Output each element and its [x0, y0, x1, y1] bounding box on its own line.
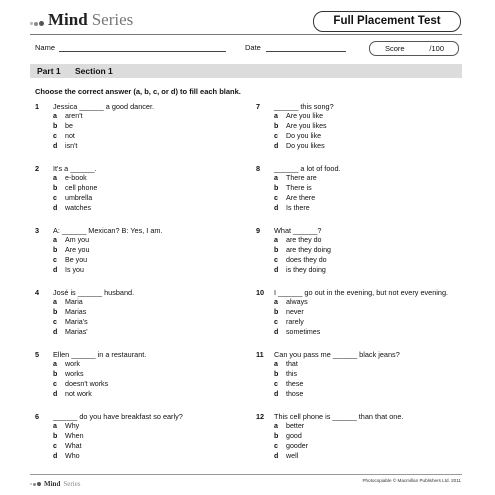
question-9	[256, 225, 466, 276]
option-text: watches	[65, 203, 92, 212]
brand-logo	[30, 10, 133, 30]
question-text: A: ______ Mexican? B: Yes, I am.	[53, 226, 163, 235]
option-letter: b	[53, 121, 58, 130]
question-number: 7	[256, 102, 261, 111]
question-stem	[35, 349, 245, 360]
question-number: 1	[35, 102, 40, 111]
option-letter: a	[53, 112, 57, 120]
option-letter: b	[274, 431, 279, 440]
option-letter: b	[53, 307, 58, 316]
question-number: 12	[256, 412, 265, 421]
option-text: gooder	[286, 441, 309, 450]
option-letter: d	[53, 389, 58, 398]
answer-option-b[interactable]	[35, 246, 245, 256]
answer-option-a[interactable]	[256, 422, 466, 432]
option-letter: a	[274, 112, 278, 120]
answer-option-d[interactable]	[256, 452, 466, 462]
option-text: Are you likes	[286, 121, 327, 130]
option-letter: c	[274, 379, 278, 388]
footer-dot-icon	[37, 482, 41, 486]
brand-mind: Mind	[48, 10, 88, 29]
name-label: Name	[35, 43, 56, 52]
question-stem	[35, 225, 245, 236]
option-text: Do you likes	[286, 141, 325, 150]
option-text: isn't	[65, 141, 78, 150]
answer-option-d[interactable]	[256, 328, 466, 338]
option-text: does they do	[286, 255, 327, 264]
question-11	[256, 349, 466, 400]
answer-option-a[interactable]	[35, 360, 245, 370]
option-text: Do you like	[286, 131, 322, 140]
option-letter: b	[53, 245, 58, 254]
answer-option-a[interactable]	[35, 112, 245, 122]
option-text: always	[286, 298, 308, 306]
option-text: e-book	[65, 174, 87, 182]
test-title: Full Placement Test	[313, 11, 461, 32]
option-letter: c	[53, 255, 57, 264]
answer-option-b[interactable]	[35, 308, 245, 318]
answer-option-c[interactable]	[256, 380, 466, 390]
answer-option-b[interactable]	[256, 184, 466, 194]
option-text: Marias	[65, 307, 87, 316]
copyright-notice: Photocopiable © Macmillan Publishers Ltd. 2011	[362, 478, 461, 483]
option-letter: c	[53, 441, 57, 450]
option-letter: b	[53, 183, 58, 192]
answer-option-c[interactable]	[35, 132, 245, 142]
option-letter: d	[274, 141, 279, 150]
option-text: Am you	[65, 236, 90, 244]
brand-dots-icon	[30, 21, 45, 26]
option-letter: d	[53, 265, 58, 274]
answer-option-d[interactable]	[256, 204, 466, 214]
option-text: be	[65, 121, 73, 130]
question-4	[35, 287, 245, 338]
answer-option-c[interactable]	[35, 194, 245, 204]
option-text: never	[286, 307, 304, 316]
option-text: is they doing	[286, 265, 326, 274]
question-text: José is ______ husband.	[53, 288, 135, 297]
answer-option-c[interactable]	[256, 256, 466, 266]
question-number: 11	[256, 350, 264, 359]
answer-option-a[interactable]	[256, 236, 466, 246]
answer-option-d[interactable]	[35, 204, 245, 214]
question-number: 9	[256, 226, 261, 235]
question-stem	[256, 225, 466, 236]
question-6	[35, 411, 245, 462]
answer-option-d[interactable]	[35, 390, 245, 400]
header-divider	[30, 34, 462, 35]
answer-option-a[interactable]	[256, 174, 466, 184]
option-letter: c	[53, 317, 57, 326]
option-text: Who	[65, 451, 80, 460]
option-text: There is	[286, 183, 312, 192]
option-letter: d	[53, 203, 58, 212]
option-text: this	[286, 369, 298, 378]
answer-option-b[interactable]	[256, 122, 466, 132]
question-number: 4	[35, 288, 40, 297]
footer-divider	[30, 474, 462, 475]
option-letter: b	[274, 307, 279, 316]
footer-brand-series: Series	[63, 480, 81, 488]
answer-option-c[interactable]	[256, 132, 466, 142]
question-number: 10	[256, 288, 265, 297]
section-label: Section 1	[75, 66, 113, 76]
brand-series: Series	[91, 10, 134, 29]
option-text: that	[286, 360, 298, 368]
option-letter: d	[274, 265, 279, 274]
question-stem	[256, 101, 466, 112]
answer-option-b[interactable]	[256, 308, 466, 318]
option-text: Are you like	[286, 112, 324, 120]
option-letter: a	[53, 236, 57, 244]
question-12	[256, 411, 466, 462]
date-field[interactable]	[266, 51, 346, 52]
option-letter: b	[53, 369, 58, 378]
answer-option-b[interactable]	[256, 432, 466, 442]
option-letter: c	[53, 379, 57, 388]
option-letter: d	[274, 327, 279, 336]
question-stem	[256, 411, 466, 422]
option-text: those	[286, 389, 304, 398]
part-label: Part 1	[37, 66, 61, 76]
question-stem	[256, 349, 466, 360]
answer-option-d[interactable]	[35, 266, 245, 276]
option-text: works	[65, 369, 84, 378]
option-text: well	[286, 451, 299, 460]
answer-option-c[interactable]	[256, 442, 466, 452]
option-text: Marias'	[65, 327, 88, 336]
option-letter: c	[53, 193, 57, 202]
question-text: Can you pass me ______ black jeans?	[274, 350, 400, 359]
option-letter: c	[274, 193, 278, 202]
answer-option-d[interactable]	[35, 142, 245, 152]
option-letter: a	[53, 360, 57, 368]
option-text: Maria's	[65, 317, 88, 326]
answer-option-b[interactable]	[35, 184, 245, 194]
option-text: sometimes	[286, 327, 321, 336]
answer-option-a[interactable]	[256, 298, 466, 308]
option-letter: d	[274, 203, 279, 212]
question-7	[256, 101, 466, 152]
option-text: cell phone	[65, 183, 98, 192]
option-text: There are	[286, 174, 317, 182]
option-letter: b	[274, 369, 279, 378]
option-text: When	[65, 431, 84, 440]
score-label: Score	[385, 44, 405, 53]
answer-option-d[interactable]	[256, 142, 466, 152]
question-text: It's a ______.	[53, 164, 97, 173]
option-text: Be you	[65, 255, 88, 264]
option-text: aren't	[65, 112, 83, 120]
option-letter: c	[274, 131, 278, 140]
question-text: This cell phone is ______ than that one.	[274, 412, 404, 421]
answer-option-a[interactable]	[35, 422, 245, 432]
option-letter: a	[53, 174, 57, 182]
question-text: ______ do you have breakfast so early?	[53, 412, 183, 421]
question-10	[256, 287, 466, 338]
name-field[interactable]	[59, 51, 226, 52]
question-stem	[35, 101, 245, 112]
question-text: Jessica ______ a good dancer.	[53, 102, 155, 111]
answer-option-d[interactable]	[35, 452, 245, 462]
question-text: I ______ go out in the evening, but not every evening.	[274, 288, 449, 297]
section-header	[30, 64, 462, 78]
option-letter: a	[274, 360, 278, 368]
option-letter: b	[274, 245, 279, 254]
question-5	[35, 349, 245, 400]
option-text: not work	[65, 389, 92, 398]
option-text: work	[65, 360, 80, 368]
option-letter: d	[274, 451, 279, 460]
answer-option-c[interactable]	[35, 256, 245, 266]
question-3	[35, 225, 245, 276]
option-letter: b	[274, 183, 279, 192]
answer-option-d[interactable]	[256, 266, 466, 276]
answer-option-d[interactable]	[256, 390, 466, 400]
footer-brand-mind: Mind	[44, 480, 61, 488]
option-text: Maria	[65, 298, 83, 306]
question-number: 3	[35, 226, 40, 235]
date-label: Date	[245, 43, 261, 52]
question-number: 6	[35, 412, 40, 421]
question-text: ______ this song?	[274, 102, 334, 111]
option-letter: d	[53, 327, 58, 336]
option-letter: c	[53, 131, 57, 140]
option-letter: c	[274, 441, 278, 450]
answer-option-c[interactable]	[35, 442, 245, 452]
option-text: better	[286, 422, 305, 430]
option-text: rarely	[286, 317, 304, 326]
option-letter: d	[274, 389, 279, 398]
question-stem	[256, 287, 466, 298]
option-letter: d	[53, 141, 58, 150]
question-1	[35, 101, 245, 152]
score-field[interactable]	[369, 41, 459, 56]
answer-option-a[interactable]	[35, 174, 245, 184]
option-text: not	[65, 131, 75, 140]
question-stem	[256, 163, 466, 174]
answer-option-c[interactable]	[256, 194, 466, 204]
option-letter: b	[274, 121, 279, 130]
option-letter: a	[274, 298, 278, 306]
answer-option-b[interactable]	[35, 432, 245, 442]
question-number: 5	[35, 350, 40, 359]
question-2	[35, 163, 245, 214]
option-text: are they do	[286, 236, 322, 244]
question-text: What ______?	[274, 226, 322, 235]
option-letter: a	[53, 298, 57, 306]
answer-option-c[interactable]	[35, 380, 245, 390]
instructions: Choose the correct answer (a, b, c, or d) to fill each blank.	[35, 87, 241, 96]
answer-option-b[interactable]	[35, 370, 245, 380]
option-text: Is you	[65, 265, 84, 274]
answer-option-b[interactable]	[256, 370, 466, 380]
question-8	[256, 163, 466, 214]
option-letter: a	[274, 422, 278, 430]
option-text: Why	[65, 422, 80, 430]
option-text: Are you	[65, 245, 90, 254]
option-letter: a	[274, 236, 278, 244]
footer-dot-icon	[33, 483, 36, 486]
answer-option-c[interactable]	[35, 318, 245, 328]
answer-option-a[interactable]	[35, 236, 245, 246]
option-letter: d	[53, 451, 58, 460]
option-letter: a	[274, 174, 278, 182]
option-text: doesn't works	[65, 379, 109, 388]
answer-option-b[interactable]	[256, 246, 466, 256]
option-text: Are there	[286, 193, 316, 202]
answer-option-d[interactable]	[35, 328, 245, 338]
footer-dot-icon	[30, 483, 32, 485]
question-stem	[35, 287, 245, 298]
option-letter: a	[53, 422, 57, 430]
question-stem	[35, 411, 245, 422]
option-letter: b	[53, 431, 58, 440]
option-text: Is there	[286, 203, 310, 212]
option-text: umbrella	[65, 193, 93, 202]
question-number: 8	[256, 164, 261, 173]
question-number: 2	[35, 164, 40, 173]
question-stem	[35, 163, 245, 174]
option-letter: c	[274, 317, 278, 326]
question-text: Ellen ______ in a restaurant.	[53, 350, 147, 359]
score-max: /100	[429, 44, 444, 53]
option-text: these	[286, 379, 304, 388]
option-text: are they doing	[286, 245, 331, 254]
footer-brand	[30, 480, 81, 488]
answer-option-a[interactable]	[256, 112, 466, 122]
answer-option-a[interactable]	[35, 298, 245, 308]
option-text: What	[65, 441, 82, 450]
option-text: good	[286, 431, 302, 440]
answer-option-a[interactable]	[256, 360, 466, 370]
answer-option-c[interactable]	[256, 318, 466, 328]
answer-option-b[interactable]	[35, 122, 245, 132]
question-text: ______ a lot of food.	[274, 164, 341, 173]
option-letter: c	[274, 255, 278, 264]
